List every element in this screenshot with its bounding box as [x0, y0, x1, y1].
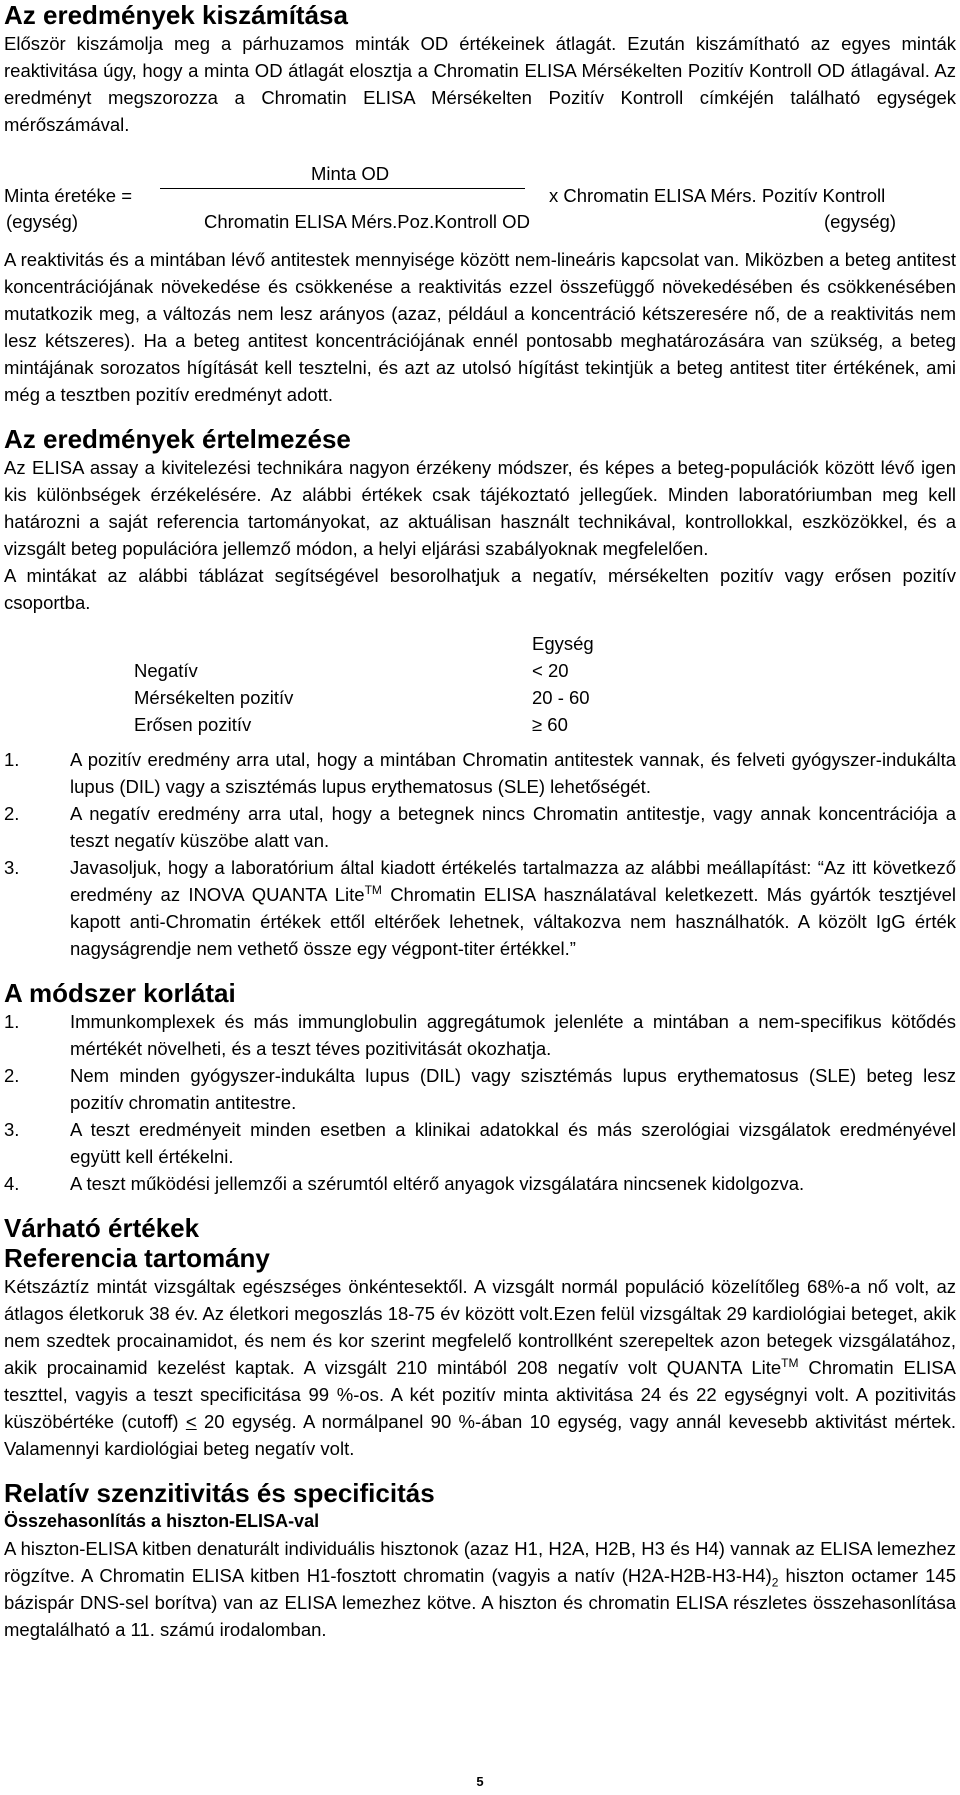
interpretation-list [4, 746, 956, 962]
leq-symbol: < [185, 1411, 197, 1432]
units-header: Egység [532, 633, 594, 654]
units-table [134, 630, 594, 738]
list-text: Javasoljuk, hogy a laboratórium által kiadott értékelés tartalmazza az alábbi meállapítást: “Az itt következő eredmény az INOVA QUANTA Lite [70, 857, 956, 905]
list-item [4, 1008, 956, 1062]
trademark-sup: TM [781, 1355, 799, 1370]
trademark-sup: TM [364, 882, 382, 897]
reference-paragraph [4, 1273, 956, 1462]
row-label: Mérsékelten pozitív [134, 687, 294, 708]
formula [4, 152, 956, 236]
table-row [134, 684, 594, 711]
text-run: Chromatin ELISA teszttel, vagyis a teszt specificitása 99 %-os. A két pozitív minta aktivitása 24 és 22 egységnyi volt. A pozitivitás küszöbértéke (cutoff) [4, 1357, 956, 1432]
list-text: Immunkomplexek és más immunglobulin aggregátumok jelenléte a mintában a nem-specifikus kötődés mértékét növelheti, és a teszt téves pozitivitását okozhatja. [70, 1011, 956, 1059]
formula-denominator: Chromatin ELISA Mérs.Poz.Kontroll OD [204, 211, 530, 232]
formula-rhs: x Chromatin ELISA Mérs. Pozitív Kontroll [549, 185, 886, 206]
list-number: 3. [4, 1119, 20, 1140]
formula-rhs-unit: (egység) [824, 211, 896, 232]
list-text: A negatív eredmény arra utal, hogy a betegnek nincs Chromatin antitestje, vagy annak koncentrációja a teszt negatív küszöbe alatt van. [70, 803, 956, 851]
list-number: 2. [4, 1065, 20, 1086]
list-item [4, 800, 956, 854]
nonlinear-paragraph: A reaktivitás és a mintában lévő antitestek mennyisége között nem-lineáris kapcsolat van. Miközben a beteg antitest koncentrációjának növekedése és csökkenése a reaktivitás ezzel összefüggő növekedésében és csökkenésében mutatkozik meg, a változás nem lesz arányos (azaz, például a koncentráció kétszeresére nő, de a reaktivitás nem lesz kétszeres). Ha a beteg antitest koncentrációjának ennél pontosabb meghatározására van szükség, a beteg mintájának sorozatos hígítását kell tesztelni, és azt az utolsó hígítást tekintjük a beteg antitest titer értékének, ami még a tesztben pozitív eredményt adott. [4, 249, 956, 405]
formula-lhs: Minta éretéke = [4, 185, 133, 206]
subscript: 2 [771, 1575, 779, 1590]
section-title-expected: Várható értékek [4, 1213, 200, 1243]
row-label: Negatív [134, 660, 198, 681]
comparison-paragraph [4, 1535, 956, 1643]
list-number: 4. [4, 1173, 20, 1194]
list-item [4, 746, 956, 800]
classification-paragraph: A mintákat az alábbi táblázat segítségével besorolhatjuk a negatív, mérsékelten pozitív vagy erősen pozitív csoportba. [4, 565, 956, 613]
list-item [4, 1062, 956, 1116]
list-text: A teszt működési jellemzői a szérumtól eltérő anyagok vizsgálatára nincsenek kidolgozva. [70, 1173, 805, 1194]
row-value: < 20 [532, 660, 569, 681]
calc-paragraph: Először kiszámolja meg a párhuzamos minták OD értékeinek átlagát. Ezután kiszámítható az egyes minták reaktivitása úgy, hogy a minta OD átlagát elosztja a Chromatin ELISA Mérsékelten Pozitív Kontroll OD átlagával. Az eredményt megszorozza a Chromatin ELISA Mérsékelten Pozitív Kontroll címkéjén található egységek mérőszámával. [4, 33, 956, 135]
interpretation-paragraph: Az ELISA assay a kivitelezési technikára nagyon érzékeny módszer, és képes a beteg-populációk között lévő igen kis különbségek érzékelésére. Az alábbi értékek csak tájékoztató jellegűek. Minden laboratóriumban meg kell határozni a saját referencia tartományokat, az aktuálisan használt technikával, kontrollokkal, eszközökkel, és a vizsgált beteg populációra jellemző módon, a helyi eljárási szabályoknak megfelelően. [4, 457, 956, 559]
row-label: Erősen pozitív [134, 714, 252, 735]
formula-numerator: Minta OD [311, 163, 390, 184]
page-number: 5 [476, 1774, 484, 1789]
text-run: Kétszáztíz mintát vizsgáltak egészséges önkéntesektől. A vizsgált normál populáció közelítőleg 68%-a nő volt, az átlagos életkoruk 38 év. Az életkori megoszlás 18-75 év között volt.Ezen felül vizsgáltak 29 kardiológiai beteget, akik nem szedtek procainamidot, és nem és kor szerint megfelelő kontrollként szerepeltek azon betegek vizsgálatához, akik procainamid kezelést kaptak. A vizsgált 210 mintából 208 negatív volt QUANTA Lite [4, 1276, 956, 1378]
text-run: A hiszton-ELISA kitben denaturált individuális hisztonok (azaz H1, H2A, H2B, H3 és H4) vannak az ELISA lemezhez rögzítve. A Chromatin ELISA kitben H1-fosztott chromatin (vagyis a natív (H2A-H2B-H3-H4) [4, 1538, 956, 1586]
list-number: 1. [4, 1011, 20, 1032]
text-run: 20 egység. A normálpanel 90 %-ában 10 egység, vagy annál kevesebb aktivitást mértek. Valamennyi kardiológiai beteg negatív volt. [4, 1411, 956, 1459]
section-title-sensitivity: Relatív szenzitivitás és specificitás [4, 1478, 435, 1508]
section-title-interpretation: Az eredmények értelmezése [4, 424, 351, 454]
list-number: 1. [4, 749, 20, 770]
list-text: A pozitív eredmény arra utal, hogy a mintában Chromatin antitestek vannak, és felveti gyógyszer-indukálta lupus (DIL) vagy a szisztémás lupus erythematosus (SLE) lehetőségét. [70, 749, 956, 797]
list-text: Chromatin ELISA használatával keletkezett. Más gyártók tesztjével kapott anti-Chromatin értékek ettől eltérőek lehetnek, váltakozva nem használhatók. A közölt IgG érték nagyságrendje nem vethető össze egy végpont-titer értékkel.” [70, 884, 957, 959]
list-text: Nem minden gyógyszer-indukálta lupus (DIL) vagy szisztémás lupus erythematosus (SLE) beteg lesz pozitív chromatin antitestre. [70, 1065, 956, 1113]
list-item [4, 1170, 956, 1197]
list-item [4, 854, 956, 962]
row-value: ≥ 60 [532, 714, 568, 735]
list-item [4, 1116, 956, 1170]
list-number: 2. [4, 803, 20, 824]
list-text: A teszt eredményeit minden esetben a klinikai adatokkal és más szerológiai vizsgálatok eredményével együtt kell értékelni. [70, 1119, 956, 1167]
section-title-calculation: Az eredmények kiszámítása [4, 0, 348, 30]
section-title-limitations: A módszer korlátai [4, 978, 236, 1008]
table-row [134, 711, 594, 738]
formula-lhs-unit: (egység) [6, 211, 78, 232]
limitations-list [4, 1008, 956, 1197]
table-row [134, 657, 594, 684]
section-title-reference: Referencia tartomány [4, 1243, 270, 1273]
text-run: hiszton octamer 145 bázispár DNS-sel borítva) van az ELISA lemezhez kötve. A hiszton és chromatin ELISA részletes összehasonlítása megtalálható a 11. számú irodalomban. [4, 1565, 956, 1640]
row-value: 20 - 60 [532, 687, 590, 708]
fraction-line [160, 188, 525, 189]
subheading-comparison: Összehasonlítás a hiszton-ELISA-val [4, 1511, 320, 1531]
list-number: 3. [4, 857, 20, 878]
